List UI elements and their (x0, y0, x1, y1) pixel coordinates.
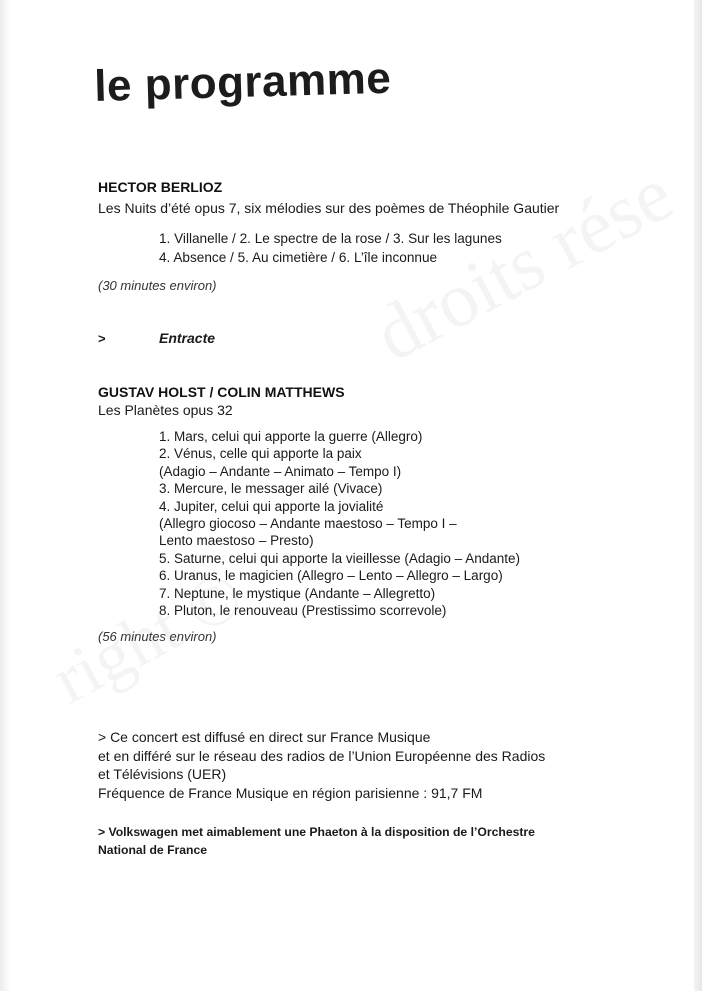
broadcast-notice (98, 728, 545, 802)
composer-name: HECTOR BERLIOZ (98, 179, 223, 195)
page-title: le programme (93, 53, 392, 112)
notice-line: et en différé sur le réseau des radios de l’Union Européenne des Radios (98, 747, 546, 764)
notice-line: National de France (98, 843, 208, 857)
movement-line: 1. Mars, celui qui apporte la guerre (Allegro) (159, 429, 423, 444)
movement-line: 4. Jupiter, celui qui apporte la jovialité (159, 498, 384, 514)
notice-line: > Volkswagen met aimablement une Phaeton à la disposition de l’Orchestre (98, 825, 535, 839)
movement-line: 4. Absence / 5. Au cimetière / 6. L’île inconnue (159, 250, 438, 265)
interval-marker: > (98, 331, 106, 346)
movement-line: 1. Villanelle / 2. Le spectre de la rose / 3. Sur les lagunes (159, 231, 502, 246)
duration-note: (56 minutes environ) (98, 629, 217, 644)
movement-line: 3. Mercure, le messager ailé (Vivace) (159, 481, 383, 497)
notice-line: et Télévisions (UER) (98, 766, 227, 782)
movement-line: (Adagio – Andante – Animato – Tempo I) (159, 463, 402, 479)
movement-line: 6. Uranus, le magicien (Allegro – Lento – Allegro – Largo) (159, 568, 503, 584)
movement-list (159, 229, 502, 267)
movement-line: Lento maestoso – Presto) (159, 533, 314, 549)
interval-label: Entracte (159, 330, 216, 346)
page-edge-right (694, 0, 702, 991)
movement-list (159, 428, 520, 619)
duration-note: (30 minutes environ) (98, 278, 217, 293)
notice-line: Fréquence de France Musique en région parisienne : 91,7 FM (98, 784, 483, 801)
notice-line: > Ce concert est diffusé en direct sur France Musique (98, 729, 431, 745)
movement-line: 8. Pluton, le renouveau (Prestissimo scorrevole) (159, 603, 447, 619)
movement-line: 5. Saturne, celui qui apporte la vieillesse (Adagio – Andante) (159, 550, 520, 566)
composer-name: GUSTAV HOLST / COLIN MATTHEWS (98, 384, 345, 400)
page-edge-left (0, 0, 10, 991)
movement-line: 7. Neptune, le mystique (Andante – Allegretto) (159, 585, 436, 601)
movement-line: 2. Vénus, celle qui apporte la paix (159, 446, 362, 462)
sponsor-notice (98, 823, 535, 859)
movement-line: (Allegro giocoso – Andante maestoso – Tempo I – (159, 516, 457, 532)
work-title: Les Planètes opus 32 (98, 402, 233, 418)
work-title: Les Nuits d’été opus 7, six mélodies sur des poèmes de Théophile Gautier (98, 200, 560, 216)
